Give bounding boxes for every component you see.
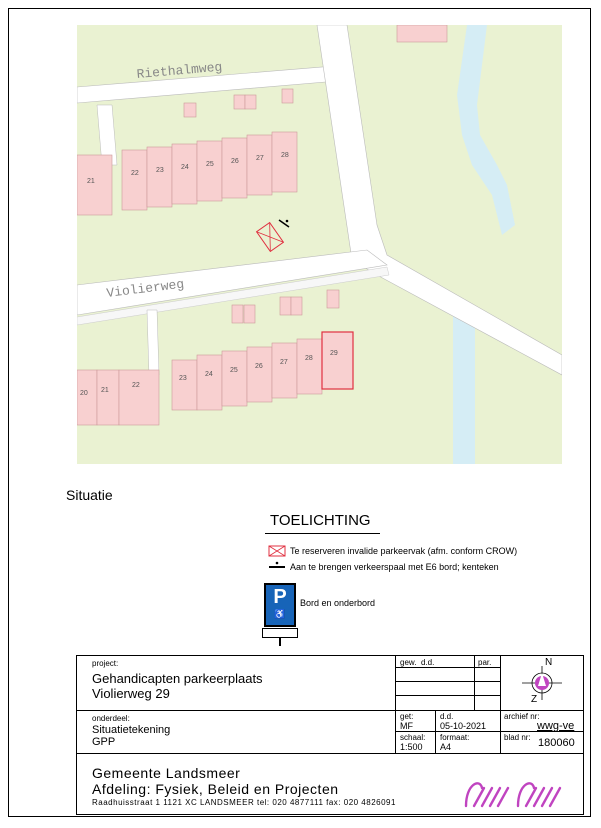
street-name-riethalmweg: Riethalmweg [136,59,223,82]
legend-sign-label: Bord en onderbord [300,598,376,608]
situation-map [77,25,562,464]
svg-text:22: 22 [131,170,139,177]
svg-text:22: 22 [132,382,140,389]
canal-water-south [453,315,475,464]
parking-sign-icon [264,583,296,627]
project-label: project: [92,659,119,668]
schaal-value: 1:500 [400,742,423,752]
invalid-parking-symbol [268,545,286,557]
legend-title: TOELICHTING [270,512,371,529]
sign-pole [279,638,281,646]
street-name-violierweg: Violierweg [105,276,185,301]
svg-text:25: 25 [206,161,214,168]
traffic-pole-symbol [268,560,286,570]
formaat-label: formaat: [440,733,470,742]
org-department: Afdeling: Fysiek, Beleid en Projecten [92,781,339,797]
project-title: Gehandicapten parkeerplaats [92,671,263,686]
svg-text:29: 29 [330,350,338,357]
gew-label: gew. [400,658,417,667]
legend-underline [265,533,380,534]
org-address: Raadhuisstraat 1 1121 XC LANDSMEER tel: 020 4877111 fax: 020 4826091 [92,798,396,807]
legend-item-pole: Aan te brengen verkeerspaal met E6 bord; kenteken [290,562,499,572]
svg-text:26: 26 [231,158,239,165]
dd-label: d.d. [440,712,454,721]
svg-text:28: 28 [281,152,289,159]
get-label: get: [400,712,414,721]
onderdeel-label: onderdeel: [92,714,130,723]
sign-letter: P [273,586,287,608]
project-location: Violierweg 29 [92,686,170,701]
house-29-highlight [322,332,353,389]
svg-text:26: 26 [255,363,263,370]
blad-label: blad nr: [504,733,531,742]
svg-text:25: 25 [230,367,238,374]
org-name: Gemeente Landsmeer [92,765,241,781]
north-label: N [545,657,553,668]
onderdeel-code: GPP [92,736,116,748]
svg-text:24: 24 [205,371,213,378]
svg-text:24: 24 [181,164,189,171]
archief-label: archief nr: [504,712,540,721]
par-label: par. [478,658,492,667]
dd-value: 05-10-2021 [440,721,487,731]
path-south [147,310,159,375]
gew-dd-label: d.d. [421,658,435,667]
municipality-logo [462,776,574,808]
svg-text:23: 23 [179,375,187,382]
svg-text:23: 23 [156,167,164,174]
south-label: Z [531,694,538,705]
wheelchair-icon: ♿ [274,609,286,619]
section-title: Situatie [66,487,113,503]
onderdeel-title: Situatietekening [92,724,171,736]
blad-value: 180060 [538,737,575,749]
svg-text:27: 27 [280,359,288,366]
archief-value: wwg-ve [537,720,575,732]
svg-text:21: 21 [87,178,95,185]
svg-text:28: 28 [305,355,313,362]
schaal-label: schaal: [400,733,426,742]
north-arrow-icon [520,666,564,700]
svg-text:21: 21 [101,387,109,394]
svg-text:20: 20 [80,390,88,397]
get-value: MF [400,721,413,731]
legend-item-parking: Te reserveren invalide parkeervak (afm. conform CROW) [290,546,518,556]
svg-text:27: 27 [256,155,264,162]
sub-sign [262,628,298,638]
formaat-value: A4 [440,742,452,752]
